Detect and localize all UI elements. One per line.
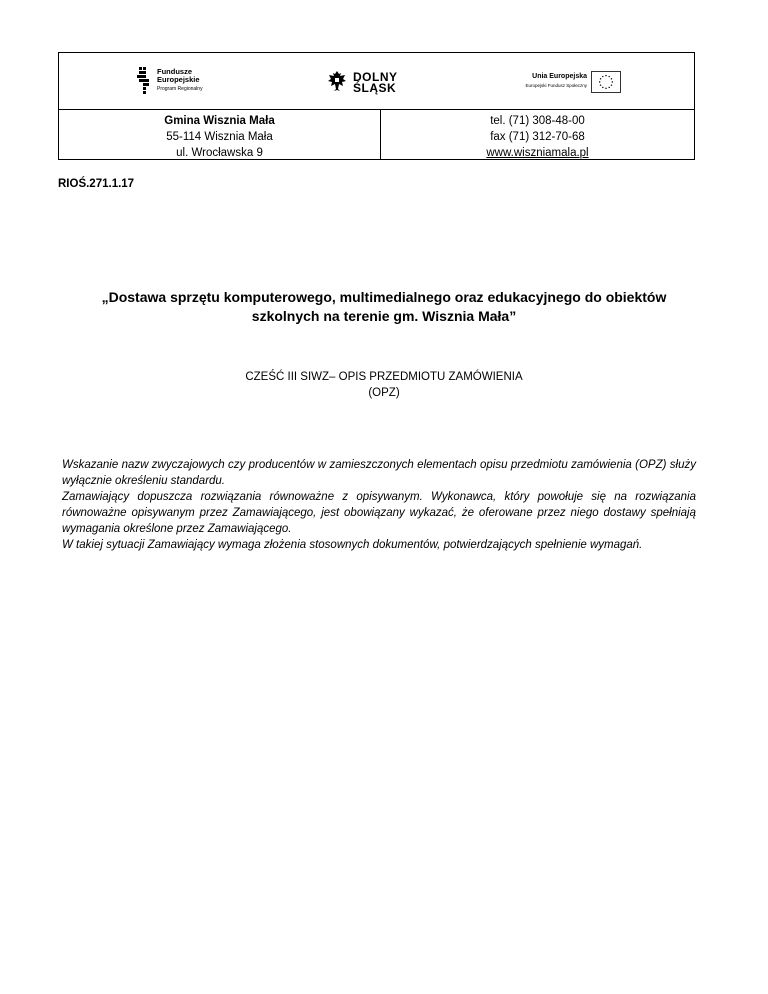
municipality-address xyxy=(59,109,381,160)
subtitle-line1: CZEŚĆ III SIWZ– OPIS PRZEDMIOTU ZAMÓWIENIA xyxy=(245,371,523,383)
paragraph-2: Zamawiający dopuszcza rozwiązania równoważne z opisywanym. Wykonawca, który powołuje się na rozwiązania równoważne opisywanym przez Zamawiającego, jest obowiązany wykazać, że oferowane przez niego dostawy spełniają wymagania określone przez Zamawiającego. xyxy=(62,491,696,535)
fe-line3: Program Regionalny xyxy=(157,86,203,92)
fax-number: fax (71) 312-70-68 xyxy=(490,131,585,143)
dolny-slask-logo xyxy=(327,69,407,99)
fundusze-europejskie-logo xyxy=(135,65,215,99)
eu-line1: Unia Europejska xyxy=(532,73,587,80)
eagle-icon xyxy=(327,69,347,93)
reference-number: RIOŚ.271.1.17 xyxy=(58,178,135,190)
letterhead xyxy=(58,52,695,160)
contact-info xyxy=(381,109,694,160)
ds-line2: ŚLĄSK xyxy=(353,81,397,95)
paragraph-3: W takiej sytuacji Zamawiający wymaga złożenia stosownych dokumentów, potwierdzających spełnienie wymagań. xyxy=(62,539,643,551)
paragraph-1: Wskazanie nazw zwyczajowych czy producentów w zamieszczonych elementach opisu przedmiotu zamówienia (OPZ) służy wyłącznie określeniu standardu. xyxy=(62,459,696,487)
fe-line1: Fundusze xyxy=(157,67,192,76)
subtitle-line2: (OPZ) xyxy=(368,387,400,399)
website-link[interactable]: www.wiszniamala.pl xyxy=(486,147,589,159)
eu-flag-icon xyxy=(591,71,621,93)
postal-address: 55-114 Wisznia Mała xyxy=(166,131,273,143)
street-address: ul. Wrocławska 9 xyxy=(176,147,263,159)
document-subtitle xyxy=(100,369,668,401)
body-text xyxy=(62,457,696,553)
eu-line2: Europejski Fundusz Społeczny xyxy=(525,83,587,88)
ds-line1: DOLNY xyxy=(353,70,398,84)
unia-europejska-logo xyxy=(495,71,621,95)
logo-row xyxy=(59,53,694,110)
municipality-name: Gmina Wisznia Mała xyxy=(164,115,275,127)
phone-number: tel. (71) 308-48-00 xyxy=(490,115,585,127)
fe-line2: Europejskie xyxy=(157,75,200,84)
fundusze-europejskie-icon xyxy=(135,65,155,95)
document-title: „Dostawa sprzętu komputerowego, multimedialnego oraz edukacyjnego do obiektów szkolnych na terenie gm. Wisznia Mała” xyxy=(101,289,667,324)
